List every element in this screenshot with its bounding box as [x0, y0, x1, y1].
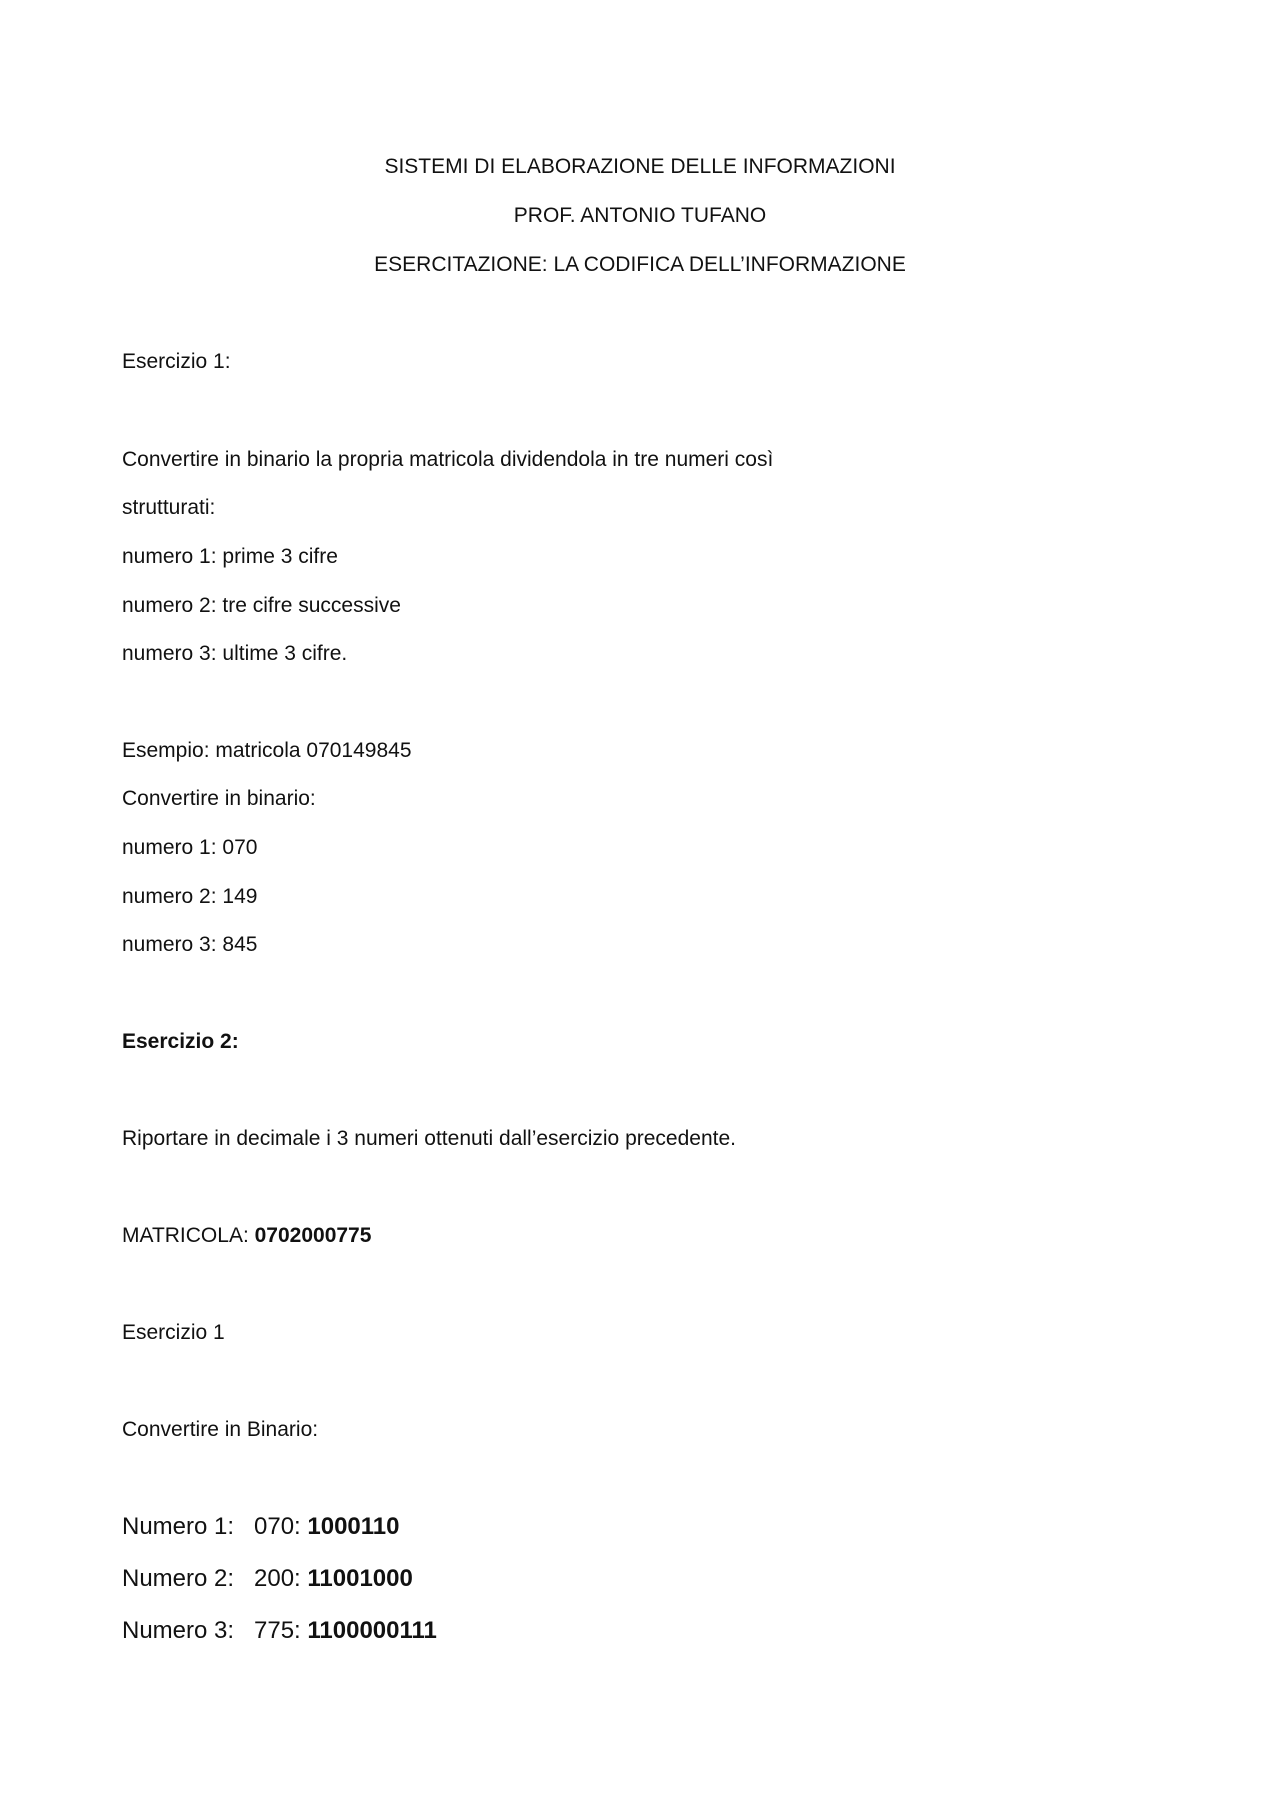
solution-row-binary: 11001000 — [307, 1565, 413, 1592]
exercise1-text-a: Convertire in binario la propria matricola dividendola in tre numeri così — [122, 448, 774, 471]
solution-row-label: Numero 3: — [122, 1617, 235, 1644]
header-line-1: SISTEMI DI ELABORAZIONE DELLE INFORMAZIONI — [384, 155, 896, 178]
exercise1-title: Esercizio 1: — [122, 350, 231, 373]
exercise1-item-1: numero 1: prime 3 cifre — [122, 545, 338, 568]
header-line-3: ESERCITAZIONE: LA CODIFICA DELL’INFORMAZIONE — [374, 253, 906, 276]
solution-row — [122, 1617, 437, 1645]
solution-row-decimal: 775: — [254, 1617, 308, 1644]
exercise1-item-2: numero 2: tre cifre successive — [122, 594, 401, 617]
solution-row — [122, 1513, 400, 1541]
solution-row-decimal: 070: — [254, 1513, 308, 1540]
solution-convert: Convertire in Binario: — [122, 1418, 319, 1441]
solution-row-label: Numero 1: — [122, 1513, 235, 1540]
example-number-1: numero 1: 070 — [122, 836, 258, 859]
header-professor — [0, 204, 1280, 228]
header-line-2: PROF. ANTONIO TUFANO — [513, 204, 767, 227]
example-number-2: numero 2: 149 — [122, 885, 258, 908]
exercise2-text: Riportare in decimale i 3 numeri ottenuti dall’esercizio precedente. — [122, 1127, 736, 1150]
exercise2-title: Esercizio 2: — [122, 1030, 239, 1053]
solution-row-label: Numero 2: — [122, 1565, 235, 1592]
matricola-value: 0702000775 — [254, 1224, 372, 1247]
header-title — [0, 155, 1280, 179]
example-number-3: numero 3: 845 — [122, 933, 258, 956]
solution-row-binary: 1000110 — [307, 1513, 400, 1540]
solution-row-decimal: 200: — [254, 1565, 308, 1592]
solution-row — [122, 1565, 413, 1593]
example-convert: Convertire in binario: — [122, 787, 316, 810]
solution-row-binary: 1100000111 — [307, 1617, 437, 1644]
solution-title: Esercizio 1 — [122, 1321, 225, 1344]
matricola-line — [122, 1224, 371, 1248]
exercise1-text-b: strutturati: — [122, 496, 216, 519]
matricola-label: MATRICOLA: — [122, 1224, 255, 1247]
header-subtitle — [0, 253, 1280, 277]
exercise1-item-3: numero 3: ultime 3 cifre. — [122, 642, 348, 665]
example-line: Esempio: matricola 070149845 — [122, 739, 412, 762]
